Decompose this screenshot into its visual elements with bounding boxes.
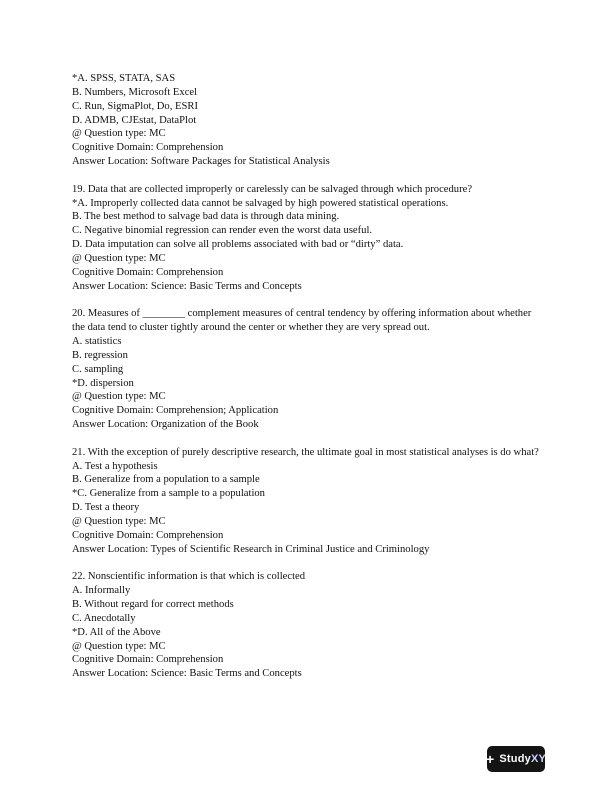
option-c: *C. Generalize from a sample to a population (72, 488, 265, 500)
question-type: @ Question type: MC (72, 391, 166, 403)
brand-text (499, 753, 546, 765)
question-text: 22. Nonscientific information is that which is collected (72, 571, 306, 583)
option-b: B. Generalize from a population to a sample (72, 474, 260, 486)
question-type: @ Question type: MC (72, 640, 166, 652)
option-a: A. Test a hypothesis (72, 460, 158, 472)
question-list (72, 72, 542, 695)
option-b: B. The best method to salvage bad data is through data mining. (72, 211, 340, 223)
option-a: *A. Improperly collected data cannot be salvaged by high powered statistical operations. (72, 197, 449, 209)
option-a: A. Informally (72, 585, 131, 597)
question-18-tail (72, 72, 542, 169)
question-type: @ Question type: MC (72, 252, 166, 264)
cognitive-domain: Cognitive Domain: Comprehension (72, 266, 224, 278)
option-a: *A. SPSS, STATA, SAS (72, 73, 176, 84)
question-22 (72, 570, 542, 681)
brand-main: Study (499, 753, 531, 765)
option-d: D. Test a theory (72, 502, 140, 514)
question-type: @ Question type: MC (72, 128, 166, 140)
option-b: B. Numbers, Microsoft Excel (72, 86, 198, 98)
option-d: *D. All of the Above (72, 626, 161, 638)
cognitive-domain: Cognitive Domain: Comprehension (72, 654, 224, 666)
question-text: 19. Data that are collected improperly or carelessly can be salvaged through which procedure? (72, 183, 473, 195)
question-20 (72, 307, 542, 432)
plus-icon: + (485, 750, 495, 767)
option-d: D. Data imputation can solve all problems associated with bad or “dirty” data. (72, 239, 404, 251)
option-a: A. statistics (72, 336, 122, 348)
option-b: B. regression (72, 349, 128, 361)
option-c: C. Anecdotally (72, 612, 136, 624)
answer-location: Answer Location: Science: Basic Terms and Concepts (72, 668, 302, 680)
option-c: C. sampling (72, 363, 124, 375)
question-text: 20. Measures of ________ complement measures of central tendency by offering information about whether the data tend to cluster tightly around the center or whether they are very spread out. (72, 308, 532, 334)
cognitive-domain: Cognitive Domain: Comprehension (72, 142, 224, 154)
question-text: 21. With the exception of purely descriptive research, the ultimate goal in most statistical analyses is do what? (72, 446, 539, 458)
answer-location: Answer Location: Science: Basic Terms and Concepts (72, 280, 302, 292)
cognitive-domain: Cognitive Domain: Comprehension; Application (72, 405, 279, 417)
option-d: D. ADMB, CJEstat, DataPlot (72, 114, 197, 126)
option-d: *D. dispersion (72, 377, 134, 389)
option-c: C. Negative binomial regression can render even the worst data useful. (72, 225, 373, 237)
option-c: C. Run, SigmaPlot, Do, ESRI (72, 100, 198, 112)
question-19 (72, 183, 542, 294)
answer-location: Answer Location: Software Packages for Statistical Analysis (72, 156, 330, 168)
question-21 (72, 446, 542, 557)
answer-location: Answer Location: Types of Scientific Research in Criminal Justice and Criminology (72, 543, 430, 555)
option-b: B. Without regard for correct methods (72, 599, 234, 611)
brand-accent: XY (530, 753, 547, 765)
question-type: @ Question type: MC (72, 516, 166, 527)
answer-location: Answer Location: Organization of the Book (72, 419, 259, 431)
cognitive-domain: Cognitive Domain: Comprehension (72, 529, 224, 541)
studyxy-watermark[interactable] (487, 746, 545, 772)
